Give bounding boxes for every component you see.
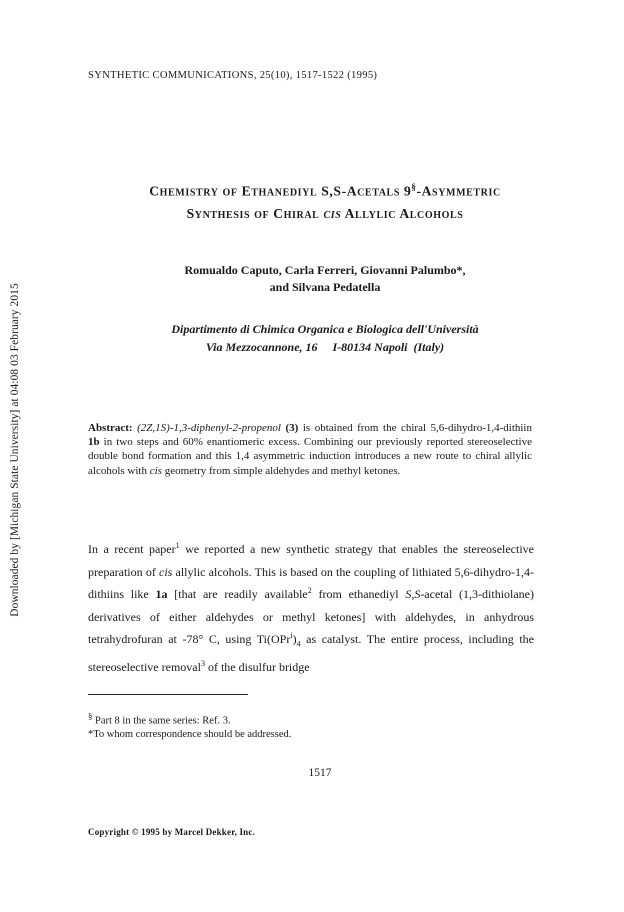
body-text-6: -acetal (1,3-dithiolane) derivatives of either aldehydes or methyl ketones] with aldehydes, in anhydrous tetrahydrofuran at -78° C, using Ti(OPr xyxy=(88,587,535,646)
authors-line-2: and Silvana Pedatella xyxy=(269,280,381,294)
affiliation-line-2: Via Mezzocannone, 16 I-80134 Napoli (Italy) xyxy=(205,340,445,354)
body-text-7: ) xyxy=(292,632,297,646)
affiliation xyxy=(60,320,590,356)
title-cis: cis xyxy=(323,206,342,221)
abstract-compound-3: (3) xyxy=(285,422,299,434)
body-paragraph xyxy=(88,538,534,678)
body-ss: S,S xyxy=(405,587,421,601)
body-ti-sub: 4 xyxy=(296,639,301,649)
footnote-rule xyxy=(88,694,248,695)
body-text-8: as catalyst. The entire process, including the stereoselective removal xyxy=(88,632,534,674)
download-watermark-text: Downloaded by [Michigan State University] at 04:08 03 February 2015 xyxy=(9,283,21,617)
footnote-1 xyxy=(88,711,231,727)
abstract-text-1: is obtained from the chiral 5,6-dihydro-1,4-dithiin xyxy=(298,422,532,434)
body-compound-1a: 1a xyxy=(155,587,168,601)
page-number: 1517 xyxy=(308,767,332,779)
abstract-compound-1b: 1b xyxy=(88,436,100,449)
title-line-1 xyxy=(60,182,590,200)
body-text-1: In a recent paper xyxy=(88,542,176,556)
title-footnote-mark: § xyxy=(411,182,417,192)
footnote-1-mark: § xyxy=(88,711,93,721)
download-watermark xyxy=(4,240,26,660)
title-line-2-end: Allylic Alcohols xyxy=(341,206,464,221)
abstract-text-2: in two steps and 60% enantiomeric excess. Combining our previously reported stereoselective double bond formation and this 1,4 asymmetric induction introduces a new route to chiral allylic alcohols with xyxy=(88,436,532,477)
title-line-1-text: Chemistry of Ethanediyl S,S-Acetals 9 xyxy=(149,183,412,199)
body-text-4: [that are readily available xyxy=(167,587,308,601)
title-line-2-text: Synthesis of Chiral xyxy=(186,206,324,221)
body-text-9: of the disulfur bridge xyxy=(204,659,310,674)
journal-header: SYNTHETIC COMMUNICATIONS, 25(10), 1517-1522 (1995) xyxy=(88,70,378,81)
body-ti-sup: i xyxy=(290,631,293,640)
reference-1: 1 xyxy=(175,541,180,550)
body-cis: cis xyxy=(159,564,173,579)
body-text-3: allylic alcohols. This is based on the coupling of lithiated 5,6-dihydro-1,4-dithiins like xyxy=(88,564,535,601)
affiliation-line-1: Dipartimento di Chimica Organica e Biologica dell'Università xyxy=(171,322,479,336)
body-text-5: from ethanediyl xyxy=(311,587,406,601)
authors-line-1: Romualdo Caputo, Carla Ferreri, Giovanni Palumbo*, xyxy=(184,263,466,277)
abstract-cis: cis xyxy=(149,464,162,477)
title-line-2 xyxy=(60,206,590,222)
title-line-1-end: -Asymmetric xyxy=(416,183,501,199)
copyright: Copyright © 1995 by Marcel Dekker, Inc. xyxy=(88,827,256,837)
abstract-label: Abstract: xyxy=(88,422,133,434)
reference-2: 2 xyxy=(307,586,312,595)
footnote-2: *To whom correspondence should be addressed. xyxy=(88,729,292,740)
body-text-2: we reported a new synthetic strategy that enables the stereoselective preparation of xyxy=(88,542,535,579)
abstract xyxy=(88,421,532,478)
footnote-1-text: Part 8 in the same series: Ref. 3. xyxy=(92,715,231,727)
abstract-compound-name: (2Z,1S)-1,3-diphenyl-2-propenol xyxy=(132,422,286,434)
abstract-text-3: geometry from simple aldehydes and methyl ketones. xyxy=(161,464,401,477)
authors xyxy=(60,262,590,296)
reference-3: 3 xyxy=(200,658,205,668)
